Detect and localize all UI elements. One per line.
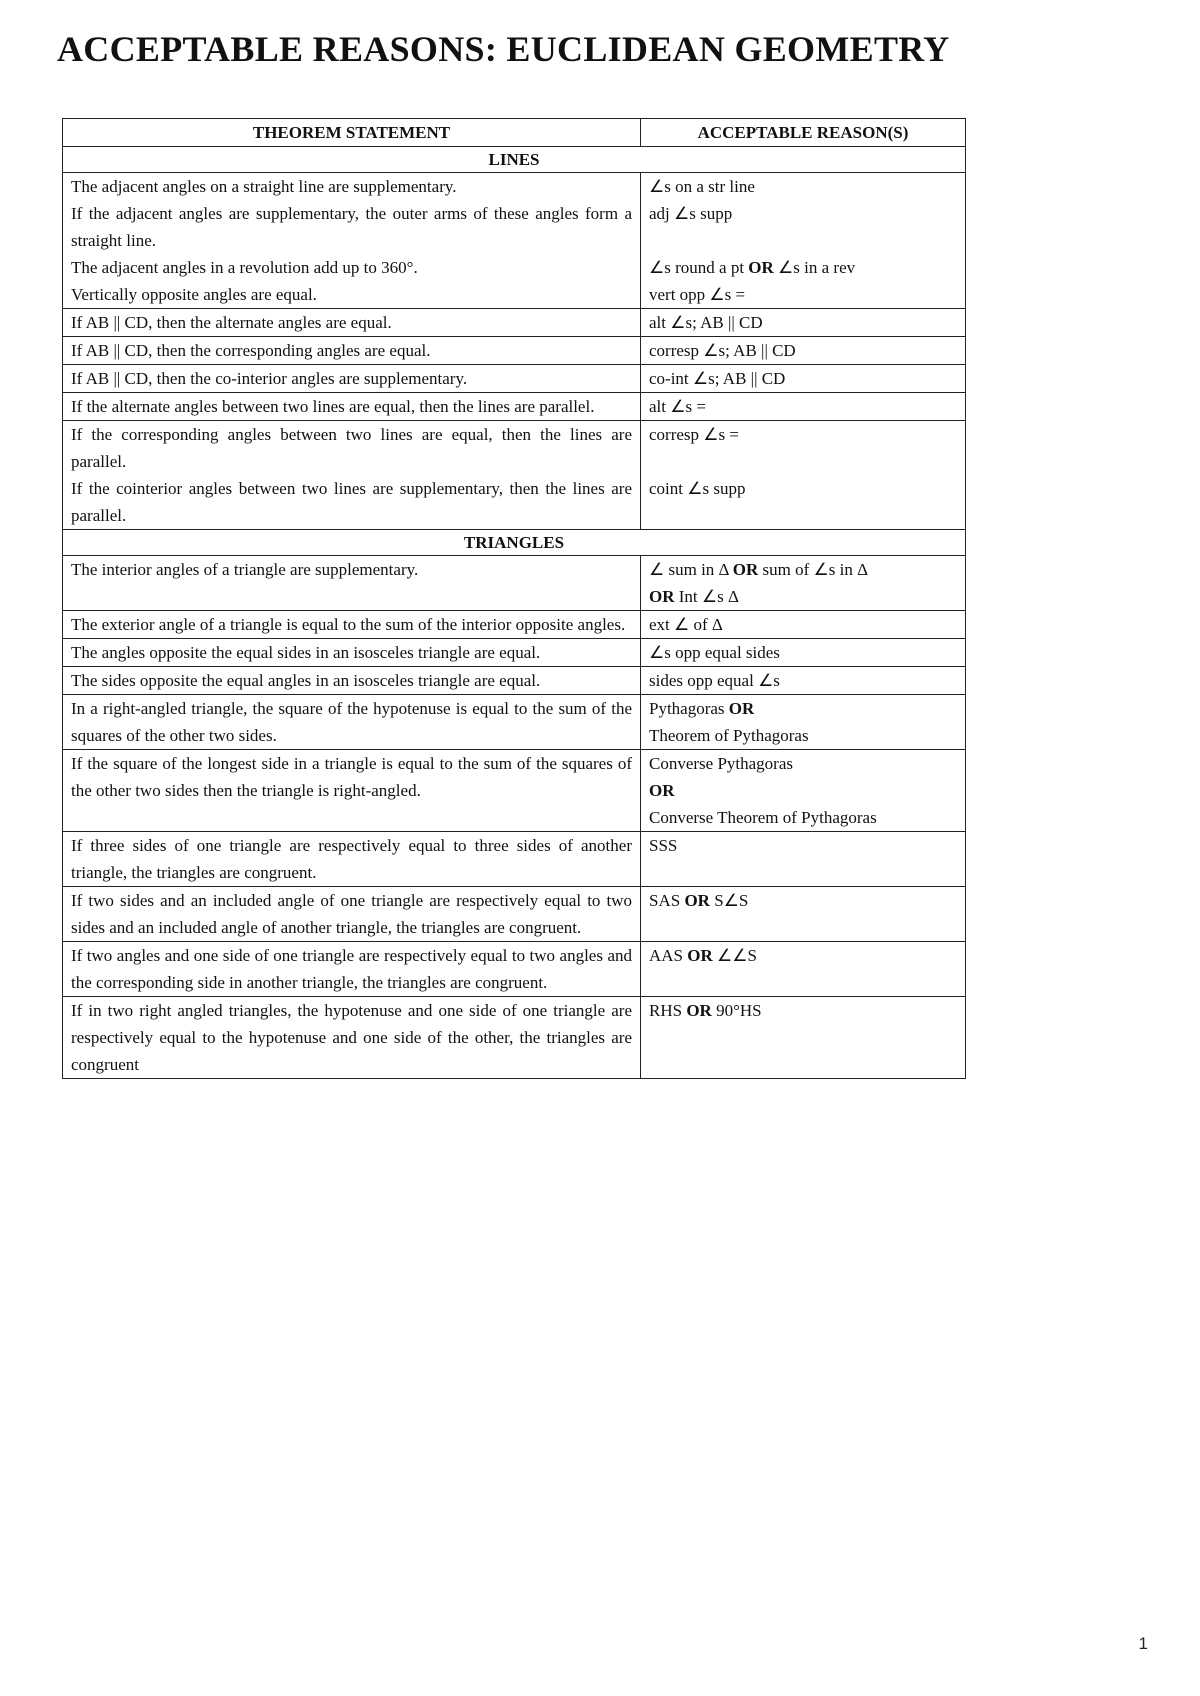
reason-cell: alt ∠s; AB || CD [641,309,966,337]
statement-cell: If two sides and an included angle of one triangle are respectively equal to two sides and an included angle of another triangle, the triangles are congruent. [63,887,641,942]
statement-text: If the adjacent angles are supplementary, the outer arms of these angles form a straight line. [71,204,632,250]
statement-cell: The angles opposite the equal sides in an isosceles triangle are equal. [63,639,641,667]
table-row [63,556,966,611]
statement-cell: If two angles and one side of one triangle are respectively equal to two angles and the corresponding side in another triangle, the triangles are congruent. [63,942,641,997]
reason-part: ∠ sum in Δ [649,560,733,579]
reason-part: RHS [649,1001,687,1020]
reason-part: Pythagoras [649,699,729,718]
statement-cell: If AB || CD, then the alternate angles are equal. [63,309,641,337]
section-lines-row [63,147,966,173]
reason-text: Converse Pythagoras [649,754,794,773]
reason-part: Int ∠s Δ [674,587,739,606]
or-keyword: OR [649,587,675,606]
or-keyword: OR [728,699,755,718]
table-row [63,309,966,337]
or-keyword: OR [687,946,713,965]
table-row [63,421,966,530]
statement-text: If the cointerior angles between two lines are supplementary, then the lines are parallel. [71,479,632,525]
table-row [63,365,966,393]
document-title: ACCEPTABLE REASONS: EUCLIDEAN GEOMETRY [57,29,950,69]
reason-text: corresp ∠s = [649,425,739,444]
statement-cell [63,393,641,421]
statement-text: Vertically opposite angles are equal. [71,285,317,304]
reason-part: ∠∠S [712,946,757,965]
reason-cell: co-int ∠s; AB || CD [641,365,966,393]
statement-cell: The exterior angle of a triangle is equal to the sum of the interior opposite angles. [63,611,641,639]
statement-cell: The interior angles of a triangle are supplementary. [63,556,641,611]
section-lines-heading: LINES [63,147,966,173]
header-theorem-statement: THEOREM STATEMENT [63,119,641,147]
statement-cell: If in two right angled triangles, the hypotenuse and one side of one triangle are respectively equal to the hypotenuse and one side of the other, the triangles are congruent [63,997,641,1079]
reason-cell [641,887,966,942]
table-row [63,997,966,1079]
table-row [63,337,966,365]
reason-cell [641,942,966,997]
section-triangles-heading: TRIANGLES [63,530,966,556]
or-keyword: OR [684,891,710,910]
reason-text: vert opp ∠s = [649,285,746,304]
reason-part: ∠s round a pt [649,258,749,277]
reason-part: AAS [649,946,688,965]
statement-text: The adjacent angles on a straight line are supplementary. [71,177,457,196]
section-triangles-row [63,530,966,556]
statement-text: If the alternate angles between two lines are equal, then the lines are parallel. [71,397,595,416]
reason-part: sum of ∠s in Δ [758,560,869,579]
table-row [63,611,966,639]
table-row [63,639,966,667]
reason-text [649,254,957,281]
acceptable-reasons-table [62,118,966,1079]
or-keyword: OR [732,560,759,579]
reason-text [649,556,957,583]
reason-text: ∠s on a str line [649,177,755,196]
statement-cell: If the square of the longest side in a triangle is equal to the sum of the squares of the other two sides then the triangle is right-angled. [63,750,641,832]
reason-cell [641,556,966,611]
table-row [63,695,966,750]
or-keyword: OR [748,258,774,277]
reason-cell [641,695,966,750]
or-keyword: OR [649,781,675,800]
table-row [63,393,966,421]
table-row [63,667,966,695]
page-number: 1 [1138,1634,1148,1653]
reason-cell: ∠s opp equal sides [641,639,966,667]
reason-text: Theorem of Pythagoras [649,726,809,745]
reason-cell [641,393,966,421]
reason-text: Converse Theorem of Pythagoras [649,808,877,827]
reason-text [649,583,957,610]
reason-part: S∠S [709,891,749,910]
statement-cell: If AB || CD, then the corresponding angles are equal. [63,337,641,365]
header-acceptable-reasons: ACCEPTABLE REASON(S) [641,119,966,147]
table-row [63,832,966,887]
table-row [63,942,966,997]
statement-cell: If AB || CD, then the co-interior angles are supplementary. [63,365,641,393]
statement-text: If the corresponding angles between two lines are equal, then the lines are parallel. [71,425,632,471]
reason-text: adj ∠s supp [649,204,733,223]
table-header-row [63,119,966,147]
reason-part: 90°HS [711,1001,762,1020]
reason-cell [641,997,966,1079]
table-row [63,173,966,309]
reason-part: ∠s in a rev [773,258,856,277]
reason-text [649,695,957,722]
reason-cell [641,750,966,832]
or-keyword: OR [686,1001,712,1020]
reason-part: SAS [649,891,685,910]
reason-cell: corresp ∠s; AB || CD [641,337,966,365]
table-row [63,887,966,942]
reason-text: coint ∠s supp [649,479,746,498]
reason-cell [641,173,966,309]
reason-cell: ext ∠ of Δ [641,611,966,639]
statement-cell: In a right-angled triangle, the square of the hypotenuse is equal to the sum of the squares of the other two sides. [63,695,641,750]
statement-cell: The sides opposite the equal angles in an isosceles triangle are equal. [63,667,641,695]
reason-cell: SSS [641,832,966,887]
statement-cell [63,421,641,530]
statement-cell [63,173,641,309]
table-row [63,750,966,832]
reason-cell: sides opp equal ∠s [641,667,966,695]
statement-cell: If three sides of one triangle are respectively equal to three sides of another triangle, the triangles are congruent. [63,832,641,887]
reason-cell [641,421,966,530]
statement-text: The adjacent angles in a revolution add up to 360°. [71,258,418,277]
reason-text: alt ∠s = [649,397,706,416]
